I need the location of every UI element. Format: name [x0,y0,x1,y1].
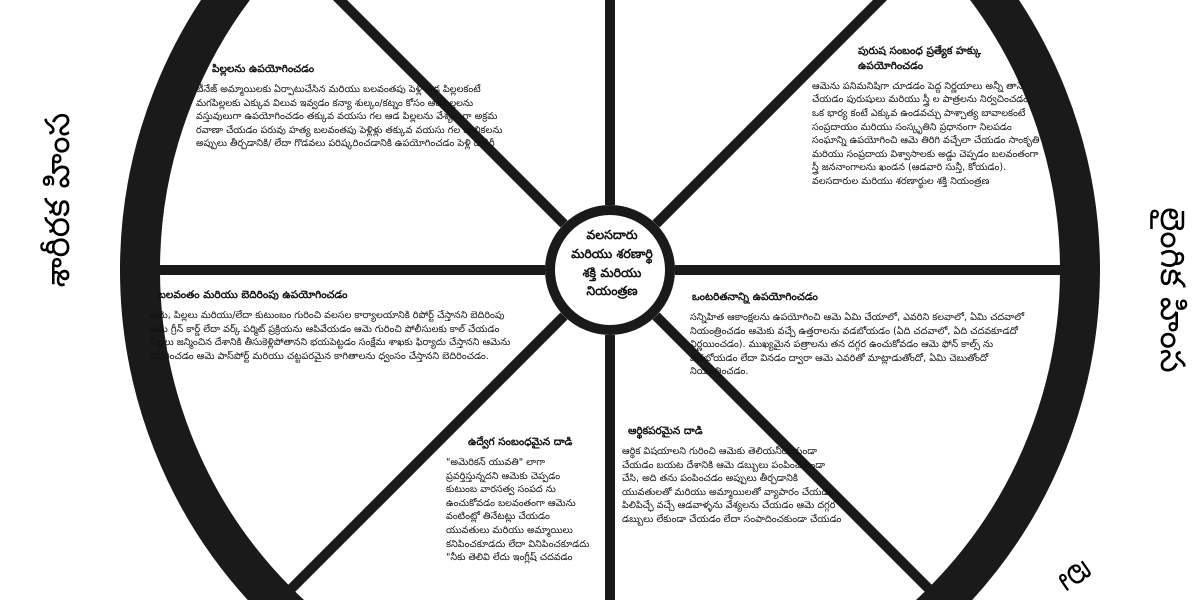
segment-coercion-threats [150,288,520,363]
segment-body: ఆమెను పనిమనిషిగా చూడడం పెద్ద నిర్ణయాలు అన్నీ తానే చేయడం పురుషులు మరియు స్త్రీ ల పాత్రలను నిర్వచించడం. ఒక భార్య కంటే ఎక్కువ ఉండవచ్చు పాశ్చాత్య బావాలకంటే సంప్రదాయం మరియు సంస్కృతిని ప్రధానంగా నిలపడం సంఘాన్ని ఉపయోగించి ఆమె తిరిగి వచ్చేలా చేయడం సాంకృతి మరియు సంప్రదాయ విశ్వాసాలకు అడ్డు చెప్పడం బలవంతంగా స్త్రీ జననాంగాలను ఖండన (ఆడవారి సున్తీ, కోయడం). వలసదారుల మరియు శరణార్థుల శక్తి నియంత్రణ [812,80,1040,188]
segment-body: సన్నిహిత ఆకాంక్షలను ఉపయోగించి ఆమె ఏమి చేయాలో, ఎవరిని కలవాలో, ఏమి చదవాలో నియంత్రించడం ఆమెకు వచ్చే ఉత్తరాలను వడబోయడం (ఏది చదవాలో, ఏది చదవకూడదో నిర్ణయించడం). ముఖ్యమైన పత్రాలను తన దగ్గర ఉంచుకోవడం ఆమె ఫోన్ కాల్స్ ను వడబోయడం లేదా వినడం ద్వారా ఆమె ఎవరితో మాట్లాడుతోందో, ఏమి చెబుతోందో నియంత్రించడం. [690,311,1025,378]
segment-male-privilege [812,44,1042,189]
segment-body: ఆమె, పిల్లలు మరియు/లేదా కుటుంబం గురించి వలసల కార్యాలయానికి రిపోర్ట్ చేస్తానని బెదిరింపు ఆమె గ్రీన్ కార్డ్ లేదా వర్క్ పర్మిట్ ప్రక్రియను ఆపివేయడం ఆమె గురించి పోలీసులకు కాల్ చేయడం పిల్లలు జన్మించిన దేశానికి తీసుకెళ్లిపోతానని భయపెట్టడం సంక్షేమ శాఖకు ఫిర్యాదు చేస్తానని ఆమెను బెదిరించడం ఆమె పాస్‌పోర్ట్ మరియు చట్టపరమైన కాగితాలను ధ్వంసం చేస్తానని బెదిరించడం. [150,309,511,362]
segment-heading: ఉద్వేగ సంబంధమైన దాడి [468,436,573,448]
segment-heading: ఒంటరితనాన్ని ఉపయోగించడం [692,291,818,303]
segment-emotional-abuse [446,435,594,565]
center-line-4: నియంత్రణ [586,283,638,299]
segment-body: టీనేజ్ అమ్మాయిలకు ఏర్పాటుచేసిన మరియు బలవంతపు పెళ్లి ఆడ పిల్లలకంటే మగపిల్లలకు ఎక్కువ విలువ ఇవ్వడం కన్యా శుల్కం/కట్నం కోసం ఆడపిల్లలను వస్తువులుగా ఉపయోగించడం తక్కువ వయసు గల ఆడ పిల్లలను వేశ్యలుగా అక్రమ రవాణా చేయడం పరువు హత్య బలవంతపు పెళ్లిళ్లు తక్కువ వయసు గల బాలికలను అప్పులు తీర్చడానికి/ లేదా గొడవలు పరిష్కరించడానికి ఉపయోగించడం పెళ్లి దాకిరీ [196,83,503,150]
center-line-1: వలసదారు [586,227,638,242]
segment-heading: ఆర్థికపరమైన దాడి [628,425,703,437]
segment-heading: పిల్లలను ఉపయోగించడం [212,63,315,75]
segment-body: ఆర్థిక విషయాలని గురించి ఆమెకు తెలియనీయకుండా చేయడం బయట దేశానికి ఆమె డబ్బులు పంపించకుండా చేసి, అది తను పంపించడం అప్పులు తీర్చడానికి యువతులతో మరియు అమ్మాయిలతో వ్యాపారం చేయడం పిలిపిచ్ఛే వచ్చే ఆడవాళ్ళను వేశ్యలను చేయడం ఆమె దగ్గర డబ్బులు లేకుండా చేయడం లేదా సంపాదించకుండా చేయడం [622,445,842,525]
center-line-3: శక్తి మరియు [582,264,642,280]
ring-label-bottom-right: లై [1057,554,1099,592]
segment-isolation [690,290,1035,379]
segment-heading: పురుష సంబంధ ప్రత్యేక హక్కు ఉపయోగించడం [858,45,981,72]
ring-label-right: లైంగిక హింస [1152,207,1192,373]
segment-economic-abuse [622,424,844,527]
ring-label-left: శారీరక హింస [38,112,78,288]
segment-using-children [196,62,516,151]
segment-heading: బలవంతం మరియు బెదిరింపు ఉపయోగించడం [158,289,348,301]
segment-body: "అమెరికన్ యువతి" లాగా ప్రవర్తిస్తున్నదని ఆమెకు చెప్పడం కుటుంబ వారసత్వ సంపద ను ఉంచుకోవడం బలవంతంగా ఆమెను వంటింట్లో తినేటట్లు చేయడం యువతులు మరియు అమ్మాయిలు కనిపించకూడదు లేదా వినిపించకూడదు "నీకు తెలివి లేదు ఇంగ్లీష్ చదవడం [446,456,590,564]
center-title [552,226,672,316]
center-line-2: మరియు శరణార్థి [571,245,653,261]
